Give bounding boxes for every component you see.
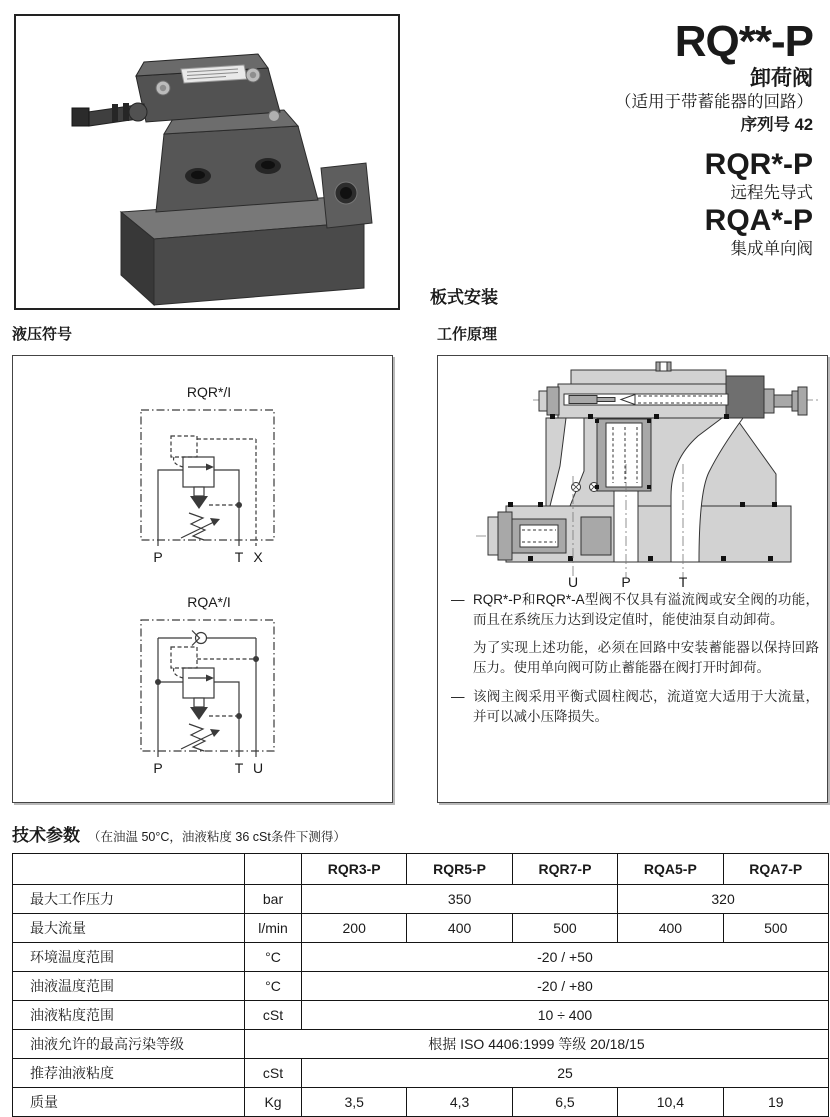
value-rqr: 350 (302, 885, 618, 914)
hydraulic-symbols-title: 液压符号 (12, 326, 73, 343)
hydraulic-symbols-box (12, 355, 393, 803)
table-row-fluid-temp (13, 972, 829, 1001)
row-unit: °C (245, 943, 302, 972)
rqr-port-x: X (253, 549, 263, 565)
bullet-3-marker: — (451, 689, 465, 704)
value: 6,5 (512, 1088, 617, 1117)
bullet-3 (451, 687, 819, 728)
model3-name: RQA*-P (704, 204, 813, 238)
table-row-viscosity-range (13, 1001, 829, 1030)
row-label: 油液粘度范围 (13, 1001, 245, 1030)
series-number: 序列号 42 (740, 116, 813, 134)
value: 4,3 (407, 1088, 512, 1117)
value: 10 ÷ 400 (302, 1001, 829, 1030)
title-block (383, 18, 813, 259)
rqr-symbol-caption: RQR*/I (186, 384, 232, 400)
rqa-symbol-caption: RQA*/I (187, 594, 231, 610)
value: 19 (723, 1088, 828, 1117)
model-description: 卸荷阀 (750, 66, 813, 90)
bullet-2-marker (451, 638, 473, 679)
value: 3,5 (302, 1088, 407, 1117)
row-unit: Kg (245, 1088, 302, 1117)
header-empty-unit (245, 854, 302, 885)
rqa-port-p: P (153, 760, 163, 776)
column-rqr5p: RQR5-P (407, 854, 512, 885)
table-row-recommended-viscosity (13, 1059, 829, 1088)
table-row-contamination (13, 1030, 829, 1059)
technical-data-title: 技术参数 (12, 826, 80, 845)
column-rqa5p: RQA5-P (618, 854, 723, 885)
row-label: 推荐油液粘度 (13, 1059, 245, 1088)
technical-data-conditions: （在油温 50°C，油液粘度 36 cSt条件下测得） (88, 830, 346, 844)
rqa-port-u: U (252, 760, 264, 776)
value: 根据 ISO 4406:1999 等级 20/18/15 (245, 1030, 829, 1059)
row-label: 最大工作压力 (13, 885, 245, 914)
table-row-mass (13, 1088, 829, 1117)
rqr-symbol (141, 384, 274, 565)
row-unit: l/min (245, 914, 302, 943)
value: 500 (723, 914, 828, 943)
technical-data-heading (12, 821, 346, 846)
bullet-2-text: 为了实现上述功能，必须在回路中安装蓄能器以保持回路压力。使用单向阀可防止蓄能器在阀打开时卸荷。 (473, 639, 819, 675)
model3-description: 集成单向阀 (730, 240, 813, 259)
row-unit: bar (245, 885, 302, 914)
row-label: 油液允许的最高污染等级 (13, 1030, 245, 1059)
row-unit: cSt (245, 1059, 302, 1088)
working-principle-title: 工作原理 (437, 326, 498, 343)
section-port-u: U (567, 574, 579, 590)
value: -20 / +80 (302, 972, 829, 1001)
rqr-port-p: P (153, 549, 163, 565)
value: -20 / +50 (302, 943, 829, 972)
model-note: （适用于带蓄能器的回路） (615, 93, 813, 112)
model2-description: 远程先导式 (730, 184, 813, 203)
mounting-type: 板式安装 (430, 288, 498, 307)
product-photo (16, 16, 398, 308)
value: 200 (302, 914, 407, 943)
row-unit: °C (245, 972, 302, 1001)
hydraulic-symbols-diagram (13, 356, 391, 801)
value: 10,4 (618, 1088, 723, 1117)
bullet-1 (451, 590, 819, 631)
row-label: 油液温度范围 (13, 972, 245, 1001)
table-row-max-pressure (13, 885, 829, 914)
technical-data-table (12, 853, 829, 1117)
model2-name: RQR*-P (704, 147, 813, 181)
model-name: RQ**-P (674, 17, 813, 66)
bullet-3-text: 该阀主阀采用平衡式圆柱阀芯，流道宽大适用于大流量，并可以减小压降损失。 (473, 689, 819, 725)
working-principle-text (451, 590, 819, 737)
row-label: 质量 (13, 1088, 245, 1117)
bullet-2 (451, 638, 819, 679)
table-header-row (13, 854, 829, 885)
valve-photo-illustration (72, 54, 372, 305)
product-photo-frame (14, 14, 400, 310)
value: 500 (512, 914, 617, 943)
rqa-symbol (141, 594, 274, 776)
cross-section-drawing (476, 362, 820, 590)
valve-cross-section (438, 356, 826, 590)
row-label: 环境温度范围 (13, 943, 245, 972)
table-row-max-flow (13, 914, 829, 943)
row-label: 最大流量 (13, 914, 245, 943)
section-port-t: T (678, 574, 688, 590)
value: 400 (618, 914, 723, 943)
column-rqr3p: RQR3-P (302, 854, 407, 885)
column-rqr7p: RQR7-P (512, 854, 617, 885)
value: 400 (407, 914, 512, 943)
bullet-1-text: RQR*-P和RQR*-A型阀不仅具有溢流阀或安全阀的功能，而且在系统压力达到设定值时，能使油泵自动卸荷。 (473, 592, 819, 628)
rqa-port-t: T (234, 760, 244, 776)
row-unit: cSt (245, 1001, 302, 1030)
section-port-p: P (621, 574, 631, 590)
bullet-1-marker: — (451, 592, 465, 607)
table-row-ambient-temp (13, 943, 829, 972)
rqr-port-t: T (234, 549, 244, 565)
column-rqa7p: RQA7-P (723, 854, 828, 885)
value-rqa: 320 (618, 885, 829, 914)
value: 25 (302, 1059, 829, 1088)
header-empty-label (13, 854, 245, 885)
working-principle-box (437, 355, 828, 803)
